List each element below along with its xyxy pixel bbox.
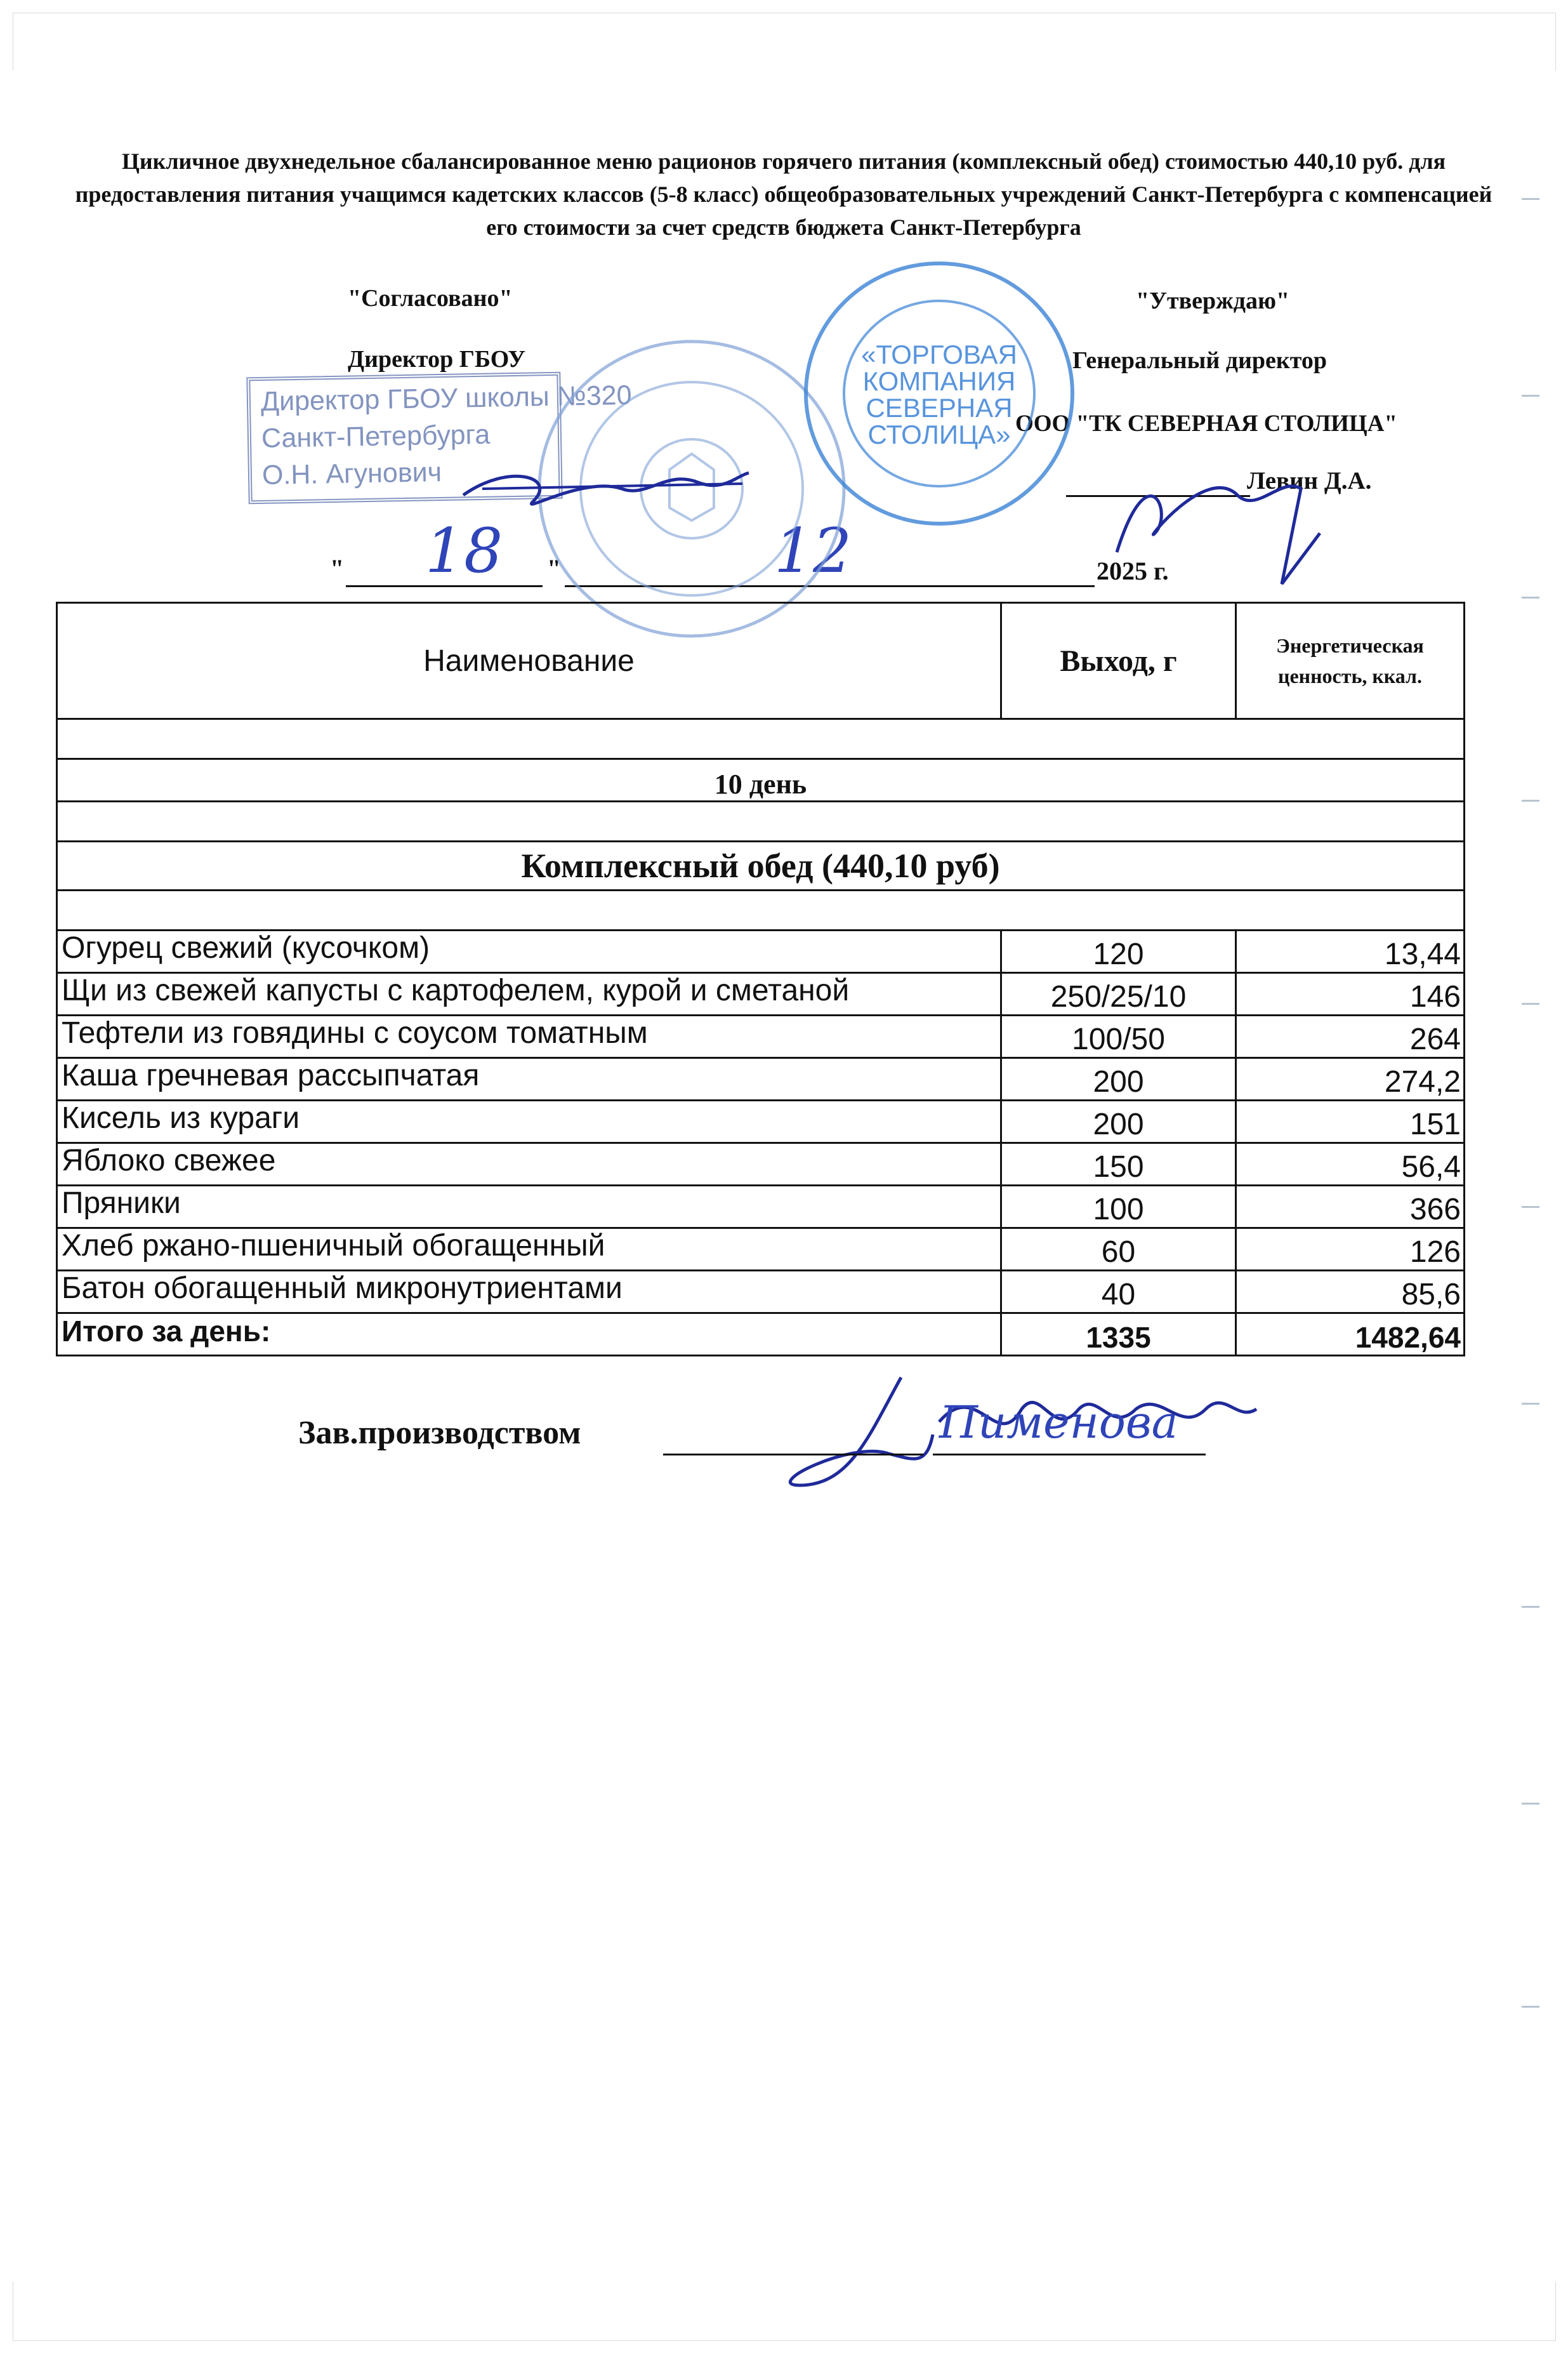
production-manager-label: Зав.производством <box>298 1415 581 1451</box>
production-manager-name-line <box>933 1454 1206 1455</box>
company-seal-line: СТОЛИЦА» <box>867 420 1011 449</box>
director-stamp-line: Санкт-Петербурга <box>261 419 491 454</box>
dish-name: Огурец свежий (кусочком) <box>57 931 1001 973</box>
date-open-quote: " <box>330 554 345 583</box>
dish-output: 150 <box>1001 1143 1236 1186</box>
table-row <box>57 1186 1465 1228</box>
dish-output: 60 <box>1001 1228 1236 1271</box>
menu-table <box>56 602 1465 1356</box>
dish-energy: 274,2 <box>1236 1058 1465 1101</box>
dish-output: 40 <box>1001 1271 1236 1313</box>
margin-tick <box>1522 1606 1539 1608</box>
meal-label: Комплексный обед (440,10 руб) <box>57 842 1465 891</box>
dish-name: Кисель из кураги <box>57 1101 1001 1143</box>
margin-tick <box>1522 1003 1539 1005</box>
header-output: Выход, г <box>1001 603 1236 719</box>
table-row <box>57 1016 1465 1058</box>
margin-tick <box>1522 2006 1539 2008</box>
scan-frame-bottom <box>13 2282 1556 2341</box>
dish-energy: 126 <box>1236 1228 1465 1271</box>
dish-energy: 151 <box>1236 1101 1465 1143</box>
blank-row <box>57 802 1465 842</box>
dish-name: Батон обогащенный микронутриентами <box>57 1271 1001 1313</box>
document-title: Цикличное двухнедельное сбалансированное меню рационов горячего питания (комплексный обед) стоимостью 440,10 руб. для предоставления питания учащимся кадетских классов (5-8 класс) общеобразовательных учреждений Санкт-Петербурга с компенсацией его стоимости за счет средств бюджета Санкт-Петербурга <box>75 149 1492 240</box>
right-name: Левин Д.А. <box>1247 467 1372 494</box>
margin-tick <box>1522 198 1539 200</box>
dish-energy: 366 <box>1236 1186 1465 1228</box>
dish-name: Пряники <box>57 1186 1001 1228</box>
agreed-header: "Согласовано" <box>348 285 513 312</box>
margin-tick <box>1522 597 1539 599</box>
dish-energy: 146 <box>1236 973 1465 1016</box>
margin-tick <box>1522 800 1539 802</box>
dish-output: 100 <box>1001 1186 1236 1228</box>
date-month-handwritten: 12 <box>774 515 852 587</box>
margin-tick <box>1522 395 1539 397</box>
table-header-row <box>57 603 1465 719</box>
header-energy-line1: Энергетическая <box>1276 634 1424 657</box>
table-row <box>57 1101 1465 1143</box>
margin-tick <box>1522 1803 1539 1805</box>
dish-output: 200 <box>1001 1101 1236 1143</box>
total-output: 1335 <box>1001 1313 1236 1356</box>
company-seal <box>800 257 1079 530</box>
margin-tick <box>1522 1206 1539 1208</box>
company-seal-line: СЕВЕРНАЯ <box>866 393 1013 423</box>
date-close-quote: " <box>547 554 562 583</box>
header-name: Наименование <box>57 603 1001 719</box>
director-stamp-line: О.Н. Агунович <box>261 456 442 491</box>
dish-name: Тефтели из говядины с соусом томатным <box>57 1016 1001 1058</box>
dish-output: 120 <box>1001 931 1236 973</box>
left-position: Директор ГБОУ <box>348 346 526 373</box>
table-row <box>57 1058 1465 1101</box>
table-row <box>57 1228 1465 1271</box>
dish-output: 200 <box>1001 1058 1236 1101</box>
table-row <box>57 931 1465 973</box>
table-row <box>57 1143 1465 1186</box>
table-row <box>57 973 1465 1016</box>
header-energy <box>1236 603 1465 719</box>
header-energy-line2: ценность, ккал. <box>1278 665 1422 687</box>
company-seal-line: «ТОРГОВАЯ <box>861 340 1017 369</box>
company-seal-line: КОМПАНИЯ <box>862 366 1016 396</box>
dish-energy: 13,44 <box>1236 931 1465 973</box>
dish-name: Хлеб ржано-пшеничный обогащенный <box>57 1228 1001 1271</box>
date-year: 2025 г. <box>1097 557 1169 585</box>
blank-row <box>57 891 1465 931</box>
dish-output: 250/25/10 <box>1001 973 1236 1016</box>
table-row <box>57 1271 1465 1313</box>
blank-row <box>57 719 1465 759</box>
dish-name: Каша гречневая рассыпчатая <box>57 1058 1001 1101</box>
total-row <box>57 1313 1465 1356</box>
dish-energy: 85,6 <box>1236 1271 1465 1313</box>
day-row <box>57 759 1465 802</box>
scan-frame-top <box>13 13 1556 70</box>
day-label: 10 день <box>57 759 1465 802</box>
dish-name: Яблоко свежее <box>57 1143 1001 1186</box>
director-signature <box>457 438 755 527</box>
production-manager-line <box>663 1454 923 1455</box>
meal-row <box>57 842 1465 891</box>
dish-energy: 56,4 <box>1236 1143 1465 1186</box>
director-stamp-line: Директор ГБОУ школы №320 <box>260 380 632 417</box>
margin-tick <box>1522 1403 1539 1405</box>
date-day-handwritten: 18 <box>425 515 503 587</box>
right-company: ООО "ТК СЕВЕРНАЯ СТОЛИЦА" <box>1015 411 1397 437</box>
total-energy: 1482,64 <box>1236 1313 1465 1356</box>
dish-output: 100/50 <box>1001 1016 1236 1058</box>
dish-energy: 264 <box>1236 1016 1465 1058</box>
approved-header: "Утверждаю" <box>1136 288 1290 314</box>
production-manager-name: Пименова <box>939 1396 1178 1448</box>
right-position: Генеральный директор <box>1072 347 1328 374</box>
general-director-signature <box>1091 438 1333 603</box>
total-label: Итого за день: <box>57 1313 1001 1356</box>
dish-name: Щи из свежей капусты с картофелем, курой и сметаной <box>57 973 1001 1016</box>
